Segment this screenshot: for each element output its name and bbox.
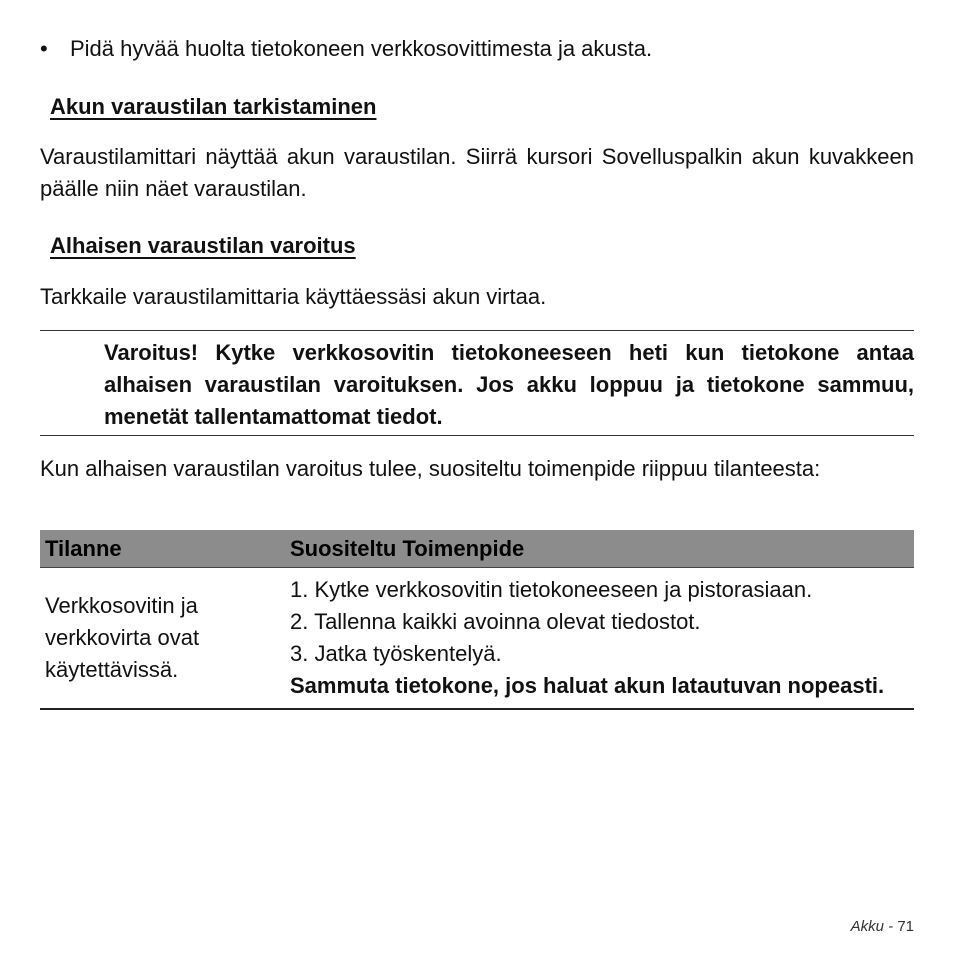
warning-text: Varoitus! Kytke verkkosovitin tietokoneeseen heti kun tietokone antaa alhaisen varaustilan varoituksen. Jos akku loppuu ja tietokone sammuu, menetät tallentamattomat tiedot. xyxy=(104,340,914,429)
paragraph-low-battery: Tarkkaile varaustilamittaria käyttäessäsi akun virtaa. xyxy=(40,284,547,309)
heading-battery-check: Akun varaustilan tarkistaminen xyxy=(50,94,377,119)
page-number: 71 xyxy=(897,918,914,935)
table-cell-situation: Verkkosovitin ja verkkovirta ovat käytettävissä. xyxy=(40,568,285,710)
table-header-action: Suositeltu Toimenpide xyxy=(285,530,914,568)
table-cell-action xyxy=(285,568,914,710)
warning-box xyxy=(40,330,914,436)
table-header-situation: Tilanne xyxy=(40,530,285,568)
bullet-text: Pidä hyvää huolta tietokoneen verkkosovittimesta ja akusta. xyxy=(70,36,653,61)
action-note: Sammuta tietokone, jos haluat akun latautuvan nopeasti. xyxy=(290,673,885,698)
action-step: 1. Kytke verkkosovitin tietokoneeseen ja pistorasiaan. xyxy=(290,577,813,602)
action-step: 2. Tallenna kaikki avoinna olevat tiedostot. xyxy=(290,609,701,634)
heading-low-battery-warning: Alhaisen varaustilan varoitus xyxy=(50,233,356,258)
paragraph-intro: Kun alhaisen varaustilan varoitus tulee, suositeltu toimenpide riippuu tilanteesta: xyxy=(40,456,821,481)
paragraph-battery-check: Varaustilamittari näyttää akun varaustilan. Siirrä kursori Sovelluspalkin akun kuvakkeen päälle niin näet varaustilan. xyxy=(40,144,914,201)
page-footer xyxy=(851,918,914,935)
footer-section: Akku - xyxy=(850,918,894,935)
action-table xyxy=(40,530,914,710)
bullet-symbol: • xyxy=(40,36,48,61)
table-row xyxy=(40,568,914,710)
action-step: 3. Jatka työskentelyä. xyxy=(290,641,502,666)
table-header-row xyxy=(40,530,914,568)
